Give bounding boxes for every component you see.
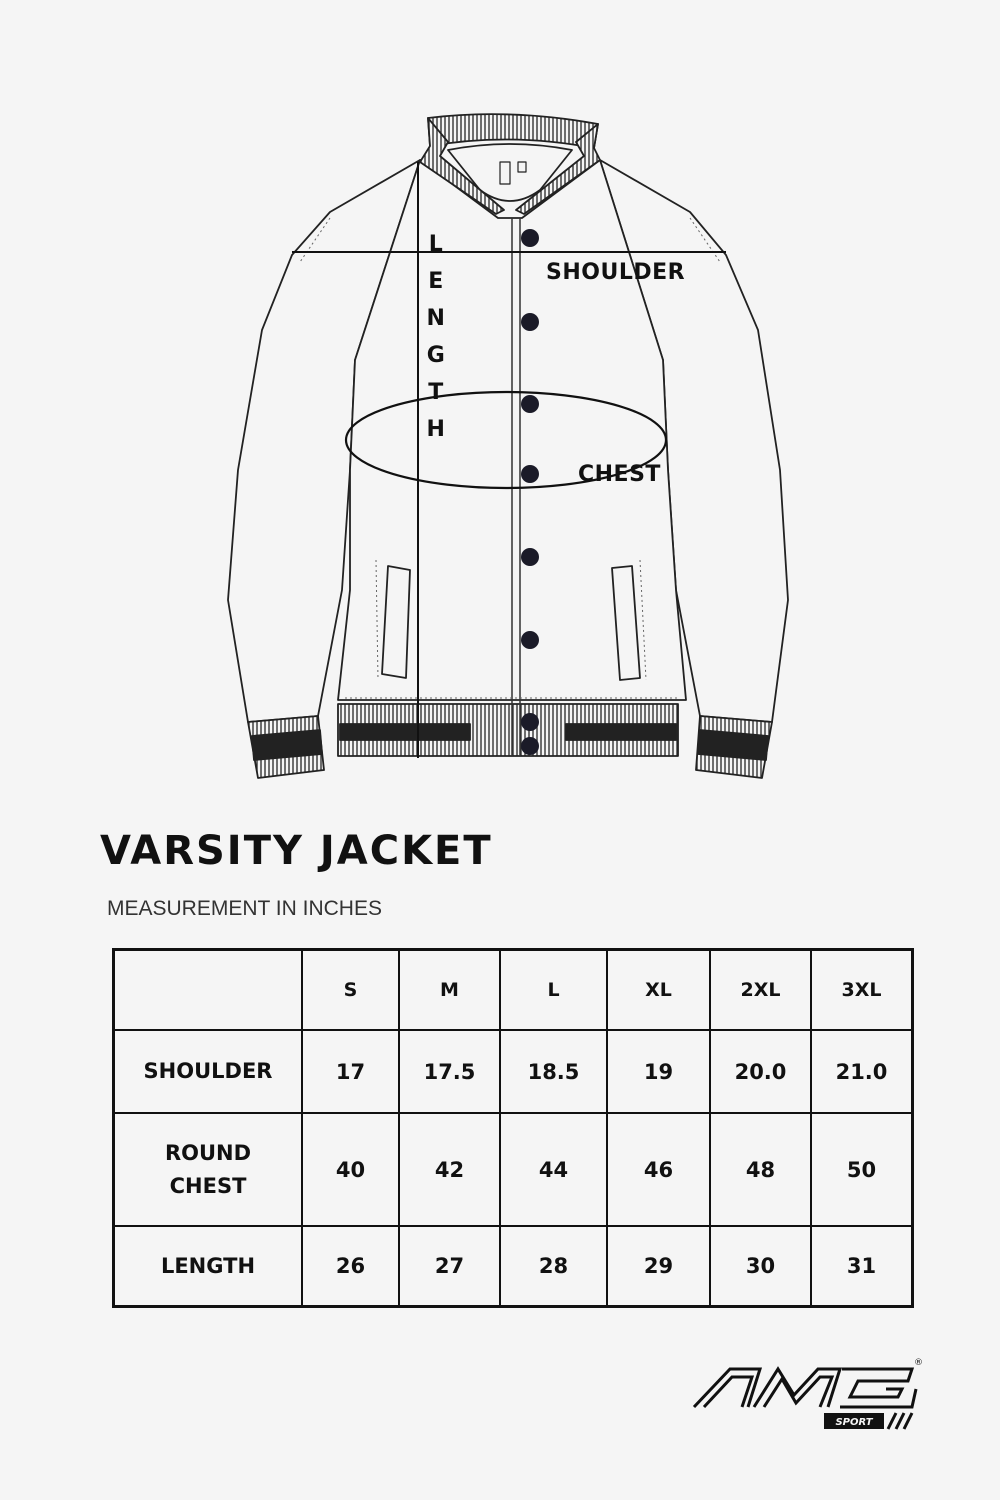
page-subtitle: MEASUREMENT IN INCHES xyxy=(107,897,382,920)
amg-sport-logo-icon xyxy=(690,1355,923,1435)
table-cell: 17.5 xyxy=(399,1030,500,1113)
table-row xyxy=(114,1226,913,1307)
length-letter: G xyxy=(426,343,446,368)
table-cell: 30 xyxy=(710,1226,811,1307)
row-label-cell: LENGTH xyxy=(114,1226,303,1307)
size-header-cell: 2XL xyxy=(710,950,811,1031)
svg-text:®: ® xyxy=(914,1358,923,1368)
row-label-cell: SHOULDER xyxy=(114,1030,303,1113)
table-cell: 42 xyxy=(399,1113,500,1226)
size-header-cell: L xyxy=(500,950,607,1031)
shoulder-diagram-label: SHOULDER xyxy=(546,260,686,285)
table-cell: 28 xyxy=(500,1226,607,1307)
table-cell: 19 xyxy=(607,1030,710,1113)
table-cell: 44 xyxy=(500,1113,607,1226)
table-cell: 40 xyxy=(302,1113,399,1226)
size-header-cell: 3XL xyxy=(811,950,913,1031)
length-letter: H xyxy=(426,417,446,442)
table-corner-cell xyxy=(114,950,303,1031)
size-header-cell: M xyxy=(399,950,500,1031)
table-cell: 48 xyxy=(710,1113,811,1226)
table-cell: 27 xyxy=(399,1226,500,1307)
page-title: VARSITY JACKET xyxy=(100,828,493,874)
length-diagram-label xyxy=(425,226,447,448)
chest-diagram-label: CHEST xyxy=(578,462,661,487)
table-cell: 50 xyxy=(811,1113,913,1226)
collar-back xyxy=(428,114,598,148)
table-row xyxy=(114,1030,913,1113)
table-cell: 26 xyxy=(302,1226,399,1307)
table-cell: 20.0 xyxy=(710,1030,811,1113)
size-header-cell: S xyxy=(302,950,399,1031)
size-header-cell: XL xyxy=(607,950,710,1031)
table-cell: 21.0 xyxy=(811,1030,913,1113)
row-label-line: ROUND xyxy=(164,1140,252,1165)
table-cell: 46 xyxy=(607,1113,710,1226)
table-cell: 29 xyxy=(607,1226,710,1307)
length-letter: T xyxy=(428,380,444,405)
size-chart-table xyxy=(112,948,914,1308)
row-label-line: CHEST xyxy=(169,1173,247,1198)
table-cell: 18.5 xyxy=(500,1030,607,1113)
svg-text:SPORT: SPORT xyxy=(835,1417,873,1428)
left-pocket xyxy=(382,566,410,678)
table-row xyxy=(114,1113,913,1226)
length-letter: L xyxy=(428,232,444,257)
table-cell: 31 xyxy=(811,1226,913,1307)
table-cell: 17 xyxy=(302,1030,399,1113)
length-letter: E xyxy=(428,269,444,294)
table-header-row xyxy=(114,950,913,1031)
length-letter: N xyxy=(426,306,446,331)
row-label-cell xyxy=(114,1113,303,1226)
